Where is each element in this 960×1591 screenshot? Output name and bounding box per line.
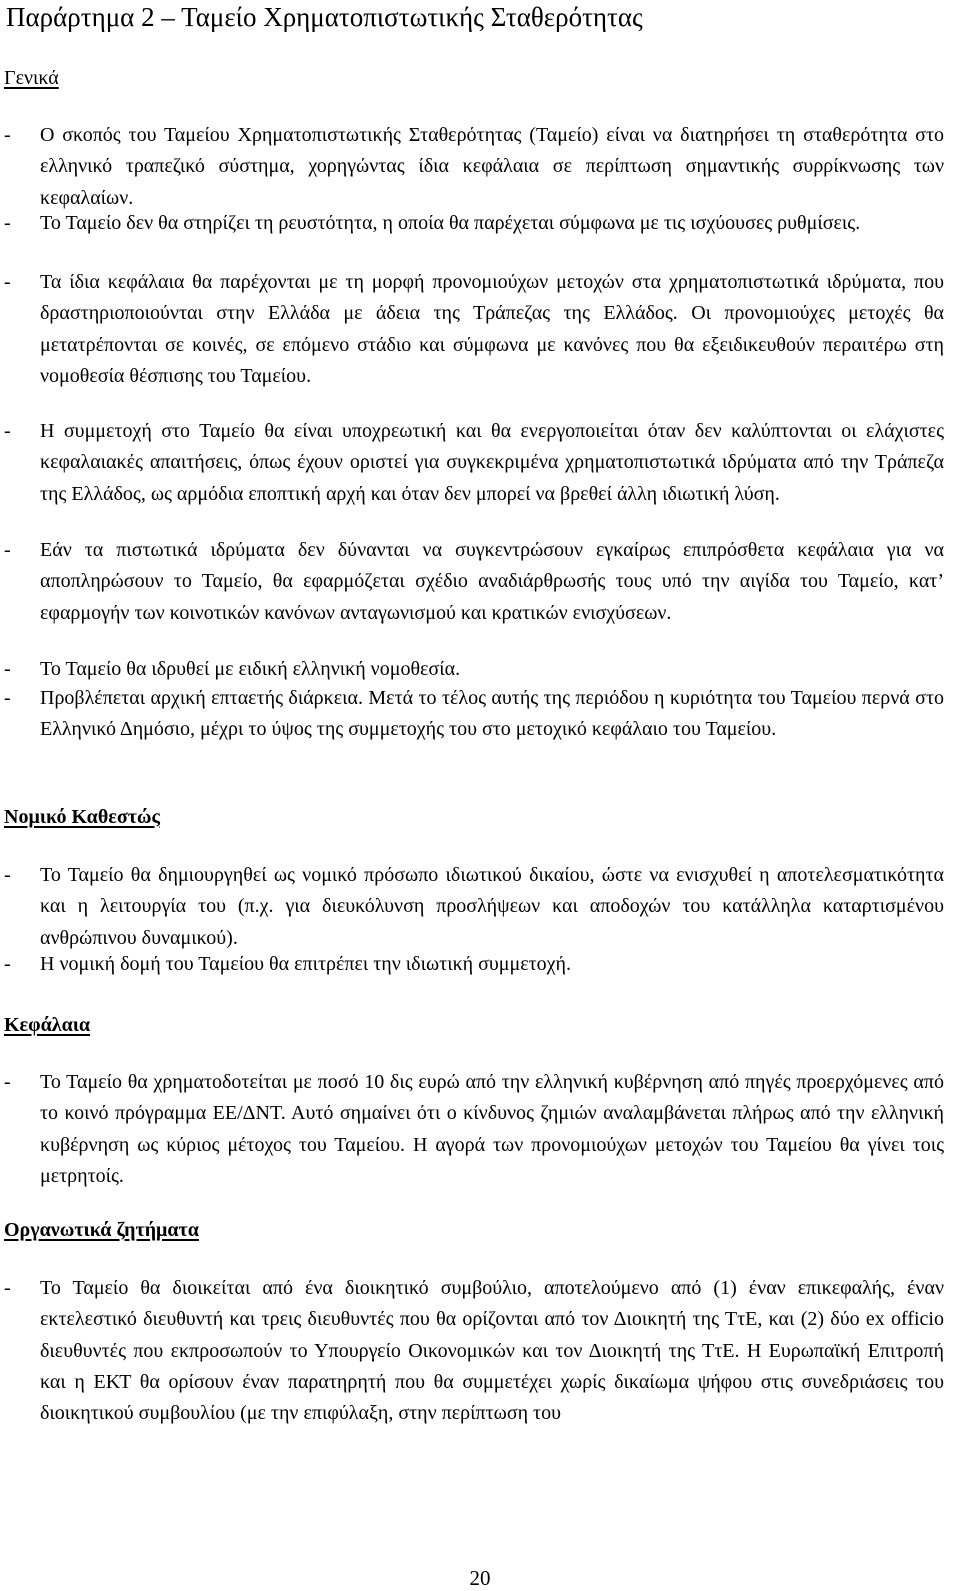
bullet-marker: - bbox=[4, 658, 11, 680]
list-item bbox=[4, 120, 944, 214]
paragraph-text: Η συμμετοχή στο Ταμείο θα είναι υποχρεωτική και θα ενεργοποιείται όταν δεν καλύπτονται οι ελάχιστες κεφαλαιακές απαιτήσεις, όπως έχουν οριστεί για συγκεκριμένα χρηματοπιστωτικά ιδρύματα από την Τράπεζα της Ελλάδος, ως αρμόδια εποπτική αρχή και όταν δεν μπορεί να βρεθεί άλλη ιδιωτική λύση. bbox=[40, 420, 944, 505]
list-item bbox=[4, 683, 944, 746]
bullet-marker: - bbox=[4, 212, 11, 234]
paragraph-text: Το Ταμείο δεν θα στηρίζει τη ρευστότητα, η οποία θα παρέχεται σύμφωνα με τις ισχύουσες ρυθμίσεις. bbox=[40, 212, 861, 234]
list-item bbox=[4, 860, 944, 954]
bullet-marker: - bbox=[4, 1277, 11, 1299]
paragraph-text: Η νομική δομή του Ταμείου θα επιτρέπει την ιδιωτική συμμετοχή. bbox=[40, 953, 572, 975]
page-number: 20 bbox=[469, 1566, 491, 1590]
paragraph-text: Τα ίδια κεφάλαια θα παρέχονται με τη μορφή προνομιούχων μετοχών στα χρηματοπιστωτικά ιδρύματα, που δραστηριοποιούνται στην Ελλάδα με άδεια της Τράπεζας της Ελλάδος. Οι προνομιούχες μετοχές θα μετατρέπονται σε κοινές, σε επόμενο στάδιο και σύμφωνα με κανόνες που θα εξειδικευθούν περαιτέρω στη νομοθεσία θέσπισης του Ταμείου. bbox=[40, 271, 944, 387]
section-heading-organizational-matters: Οργανωτικά ζητήματα bbox=[4, 1219, 199, 1241]
bullet-marker: - bbox=[4, 687, 11, 709]
paragraph-text: Προβλέπεται αρχική επταετής διάρκεια. Μετά το τέλος αυτής της περιόδου η κυριότητα του Ταμείου περνά στο Ελληνικό Δημόσιο, μέχρι το ύψος της συμμετοχής του στο μετοχικό κεφάλαιο του Ταμείου. bbox=[40, 687, 944, 741]
paragraph-text: Το Ταμείο θα διοικείται από ένα διοικητικό συμβούλιο, αποτελούμενο από (1) έναν επικεφαλής, έναν εκτελεστικό διευθυντή και τρεις διευθυντές που θα ορίζονται από τον Διοικητή της ΤτΕ, και (2) δύο ex officio διευθυντές που εκπροσωπούν το Υπουργείο Οικονομικών και τον Διοικητή της ΤτΕ. Η Ευρωπαϊκή Επιτροπή και η ΕΚΤ θα ορίσουν έναν παρατηρητή που θα συμμετέχει χωρίς δικαίωμα ψήφου στις συνεδριάσεις του διοικητικού συμβουλίου (με την επιφύλαξη, στην περίπτωση του bbox=[40, 1277, 944, 1425]
list-item bbox=[4, 535, 944, 629]
bullet-marker: - bbox=[4, 420, 11, 442]
bullet-marker: - bbox=[4, 124, 11, 146]
bullet-marker: - bbox=[4, 539, 11, 561]
paragraph-text: Το Ταμείο θα χρηματοδοτείται με ποσό 10 δις ευρώ από την ελληνική κυβέρνηση από πηγές προερχόμενες από το κοινό πρόγραμμα ΕΕ/ΔΝΤ. Αυτό σημαίνει ότι ο κίνδυνος ζημιών αναλαμβάνεται πλήρως από την ελληνική κυβέρνηση ως κύριος μέτοχος του Ταμείου. Η αγορά των προνομιούχων μετοχών του Ταμείου θα γίνει τοις μετρητοίς. bbox=[40, 1071, 944, 1187]
paragraph-text: Το Ταμείο θα ιδρυθεί με ειδική ελληνική νομοθεσία. bbox=[40, 658, 461, 680]
section-heading-capital: Κεφάλαια bbox=[4, 1014, 91, 1036]
paragraph-text: Ο σκοπός του Ταμείου Χρηματοπιστωτικής Σταθερότητας (Ταμείο) είναι να διατηρήσει τη σταθερότητα στο ελληνικό τραπεζικό σύστημα, χορηγώντας ίδια κεφάλαια σε περίπτωση σημαντικής συρρίκνωσης των κεφαλαίων. bbox=[40, 124, 944, 209]
list-item bbox=[4, 267, 944, 392]
section-heading-general: Γενικά bbox=[4, 67, 59, 89]
paragraph-text: Το Ταμείο θα δημιουργηθεί ως νομικό πρόσωπο ιδιωτικού δικαίου, ώστε να ενισχυθεί η αποτελεσματικότητα και η λειτουργία του (π.χ. για διευκόλυνση προσλήψεων και αποδοχών του κατάλληλα καταρτισμένου ανθρώπινου δυναμικού). bbox=[40, 864, 944, 949]
list-item bbox=[4, 949, 944, 980]
bullet-marker: - bbox=[4, 953, 11, 975]
list-item bbox=[4, 208, 944, 239]
paragraph-text: Εάν τα πιστωτικά ιδρύματα δεν δύνανται να συγκεντρώσουν εγκαίρως επιπρόσθετα κεφάλαια για να αποπληρώσουν το Ταμείο, θα εφαρμόζεται σχέδιο αναδιάρθρωσής τους υπό την αιγίδα του Ταμείο, κατ’ εφαρμογήν των κοινοτικών κανόνων ανταγωνισμού και κρατικών ενισχύσεων. bbox=[40, 539, 944, 624]
list-item bbox=[4, 416, 944, 510]
list-item bbox=[4, 654, 944, 685]
bullet-marker: - bbox=[4, 271, 11, 293]
bullet-marker: - bbox=[4, 1071, 11, 1093]
bullet-marker: - bbox=[4, 864, 11, 886]
list-item bbox=[4, 1067, 944, 1192]
list-item bbox=[4, 1273, 944, 1429]
document-title: Παράρτημα 2 – Ταμείο Χρηματοπιστωτικής Σταθερότητας bbox=[6, 2, 643, 32]
section-heading-legal-status: Νομικό Καθεστώς bbox=[4, 806, 160, 828]
